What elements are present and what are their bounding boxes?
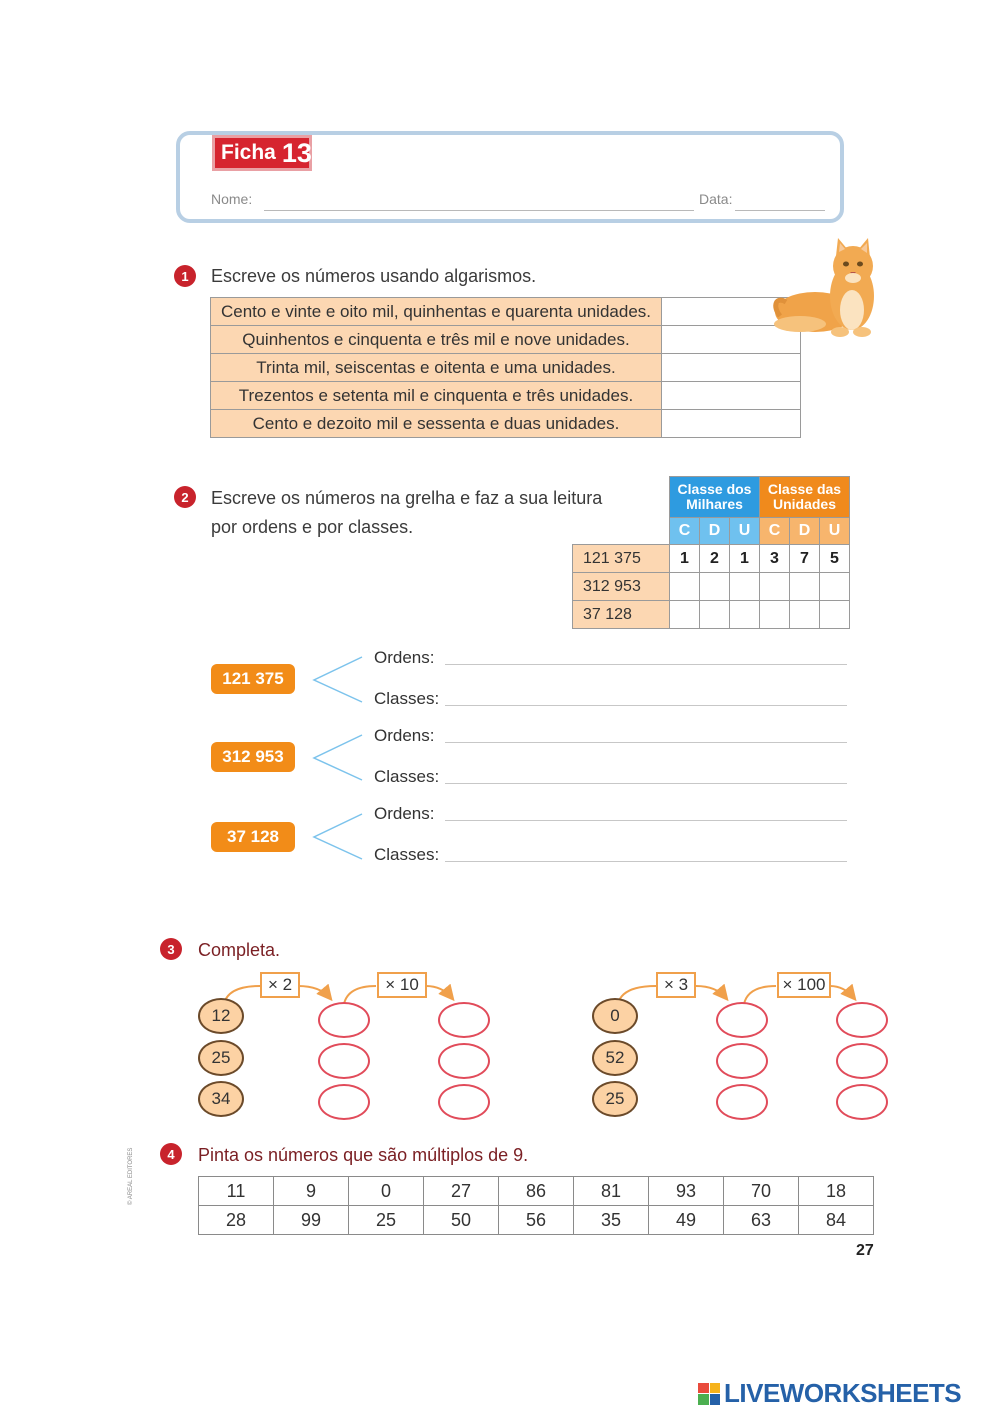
class-thousands-header: Classe dos Milhares xyxy=(670,477,760,518)
number-cell[interactable]: 84 xyxy=(799,1206,874,1235)
copyright-note: © AREAL EDITORES xyxy=(128,1147,134,1205)
multiply-operator: × 100 xyxy=(777,972,831,998)
name-field[interactable] xyxy=(264,210,694,211)
grid-cell[interactable] xyxy=(820,573,850,601)
reading-number-pill: 37 128 xyxy=(211,822,295,852)
answer-cell[interactable] xyxy=(662,354,801,382)
number-cell[interactable]: 27 xyxy=(424,1177,499,1206)
grid-number: 121 375 xyxy=(573,545,670,573)
input-value-oval: 25 xyxy=(592,1081,638,1117)
orders-label: Ordens: xyxy=(374,804,435,823)
number-cell[interactable]: 50 xyxy=(424,1206,499,1235)
number-cell[interactable]: 25 xyxy=(349,1206,424,1235)
question-cell: Trinta mil, seiscentas e oitenta e uma unidades. xyxy=(211,354,662,382)
exercise-3-title: Completa. xyxy=(198,940,281,960)
grid-cell[interactable] xyxy=(760,601,790,629)
number-cell[interactable]: 86 xyxy=(499,1177,574,1206)
grid-cell[interactable] xyxy=(700,601,730,629)
grid-cell[interactable] xyxy=(730,601,760,629)
table-row xyxy=(211,326,801,354)
classes-answer-line[interactable] xyxy=(445,861,847,862)
exercise-2-title-line1: Escreve os números na grelha e faz a sua leitura xyxy=(211,488,603,508)
answer-oval[interactable] xyxy=(836,1043,888,1079)
multiply-operator: × 10 xyxy=(377,972,427,998)
number-cell[interactable]: 63 xyxy=(724,1206,799,1235)
place-value-grid xyxy=(572,476,850,629)
exercise-2-number: 2 xyxy=(174,486,196,508)
table-row xyxy=(211,382,801,410)
badge-word: Ficha xyxy=(221,141,276,164)
grid-cell[interactable]: 5 xyxy=(820,545,850,573)
brand-name: LIVEWORKSHEETS xyxy=(724,1378,962,1408)
number-cell[interactable]: 70 xyxy=(724,1177,799,1206)
grid-number: 312 953 xyxy=(573,573,670,601)
table-row xyxy=(211,298,801,326)
grid-cell[interactable]: 7 xyxy=(790,545,820,573)
classes-label: Classes: xyxy=(374,689,440,708)
name-label: Nome: xyxy=(211,191,253,207)
answer-oval[interactable] xyxy=(438,1043,490,1079)
table-row xyxy=(211,354,801,382)
answer-cell[interactable] xyxy=(662,382,801,410)
reading-number-pill: 312 953 xyxy=(211,742,295,772)
input-value-oval: 25 xyxy=(198,1040,244,1076)
number-cell[interactable]: 0 xyxy=(349,1177,424,1206)
answer-oval[interactable] xyxy=(836,1002,888,1038)
grid-cell[interactable]: 1 xyxy=(670,545,700,573)
table-row xyxy=(573,545,850,573)
grid-cell[interactable] xyxy=(760,573,790,601)
grid-cell[interactable] xyxy=(820,601,850,629)
classes-answer-line[interactable] xyxy=(445,783,847,784)
column-header: D xyxy=(700,518,730,545)
orders-label: Ordens: xyxy=(374,726,435,745)
column-header: D xyxy=(790,518,820,545)
reading-number-pill: 121 375 xyxy=(211,664,295,694)
answer-oval[interactable] xyxy=(318,1002,370,1038)
classes-answer-line[interactable] xyxy=(445,705,847,706)
classes-label: Classes: xyxy=(374,767,440,786)
column-header: U xyxy=(730,518,760,545)
answer-oval[interactable] xyxy=(716,1002,768,1038)
number-cell[interactable]: 49 xyxy=(649,1206,724,1235)
worksheet-badge xyxy=(212,135,312,171)
question-cell: Quinhentos e cinquenta e três mil e nove unidades. xyxy=(211,326,662,354)
badge-number: 13 xyxy=(281,137,312,168)
table-row xyxy=(573,573,850,601)
brand-icon xyxy=(698,1383,720,1405)
class-units-header: Classe das Unidades xyxy=(760,477,850,518)
number-cell[interactable]: 35 xyxy=(574,1206,649,1235)
grid-cell[interactable] xyxy=(670,601,700,629)
orders-answer-line[interactable] xyxy=(445,742,847,743)
number-cell[interactable]: 81 xyxy=(574,1177,649,1206)
brace-icon xyxy=(310,654,366,704)
grid-number: 37 128 xyxy=(573,601,670,629)
input-value-oval: 34 xyxy=(198,1081,244,1117)
number-cell[interactable]: 28 xyxy=(199,1206,274,1235)
answer-oval[interactable] xyxy=(318,1043,370,1079)
exercise-1-table xyxy=(210,297,801,438)
exercise-3-number: 3 xyxy=(160,938,182,960)
multiples-table xyxy=(198,1176,874,1235)
table-row xyxy=(199,1177,874,1206)
grid-cell[interactable]: 3 xyxy=(760,545,790,573)
question-cell: Cento e vinte e oito mil, quinhentas e quarenta unidades. xyxy=(211,298,662,326)
brace-icon xyxy=(310,732,366,782)
exercise-4-number: 4 xyxy=(160,1143,182,1165)
orders-answer-line[interactable] xyxy=(445,820,847,821)
number-cell[interactable]: 18 xyxy=(799,1177,874,1206)
table-row xyxy=(573,601,850,629)
grid-corner xyxy=(573,477,670,518)
grid-cell[interactable] xyxy=(790,601,820,629)
number-cell[interactable]: 99 xyxy=(274,1206,349,1235)
brand-logo xyxy=(698,1378,961,1409)
cat-illustration xyxy=(770,236,880,342)
orders-label: Ordens: xyxy=(374,648,435,667)
orders-answer-line[interactable] xyxy=(445,664,847,665)
number-cell[interactable]: 93 xyxy=(649,1177,724,1206)
grid-cell[interactable]: 1 xyxy=(730,545,760,573)
answer-oval[interactable] xyxy=(318,1084,370,1120)
number-cell[interactable]: 11 xyxy=(199,1177,274,1206)
question-cell: Cento e dezoito mil e sessenta e duas unidades. xyxy=(211,410,662,438)
input-value-oval: 52 xyxy=(592,1040,638,1076)
question-cell: Trezentos e setenta mil e cinquenta e três unidades. xyxy=(211,382,662,410)
table-row xyxy=(199,1206,874,1235)
multiply-operator: × 2 xyxy=(260,972,300,998)
table-row xyxy=(211,410,801,438)
column-header: C xyxy=(760,518,790,545)
input-value-oval: 12 xyxy=(198,998,244,1034)
answer-oval[interactable] xyxy=(716,1084,768,1120)
brace-icon xyxy=(310,811,366,861)
number-cell[interactable]: 9 xyxy=(274,1177,349,1206)
page-number: 27 xyxy=(856,1242,874,1259)
multiply-operator: × 3 xyxy=(656,972,696,998)
grid-cell[interactable] xyxy=(670,573,700,601)
exercise-1-number: 1 xyxy=(174,265,196,287)
date-field[interactable] xyxy=(735,210,825,211)
grid-cell[interactable] xyxy=(790,573,820,601)
answer-oval[interactable] xyxy=(438,1002,490,1038)
answer-oval[interactable] xyxy=(716,1043,768,1079)
exercise-1-title: Escreve os números usando algarismos. xyxy=(211,266,537,286)
input-value-oval: 0 xyxy=(592,998,638,1034)
column-header: C xyxy=(670,518,700,545)
exercise-2-title-line2: por ordens e por classes. xyxy=(211,517,414,537)
classes-label: Classes: xyxy=(374,845,440,864)
grid-cell[interactable] xyxy=(730,573,760,601)
answer-cell[interactable] xyxy=(662,410,801,438)
column-header: U xyxy=(820,518,850,545)
exercise-4-title: Pinta os números que são múltiplos de 9. xyxy=(198,1145,529,1165)
grid-corner xyxy=(573,518,670,545)
number-cell[interactable]: 56 xyxy=(499,1206,574,1235)
date-label: Data: xyxy=(699,191,733,207)
answer-oval[interactable] xyxy=(438,1084,490,1120)
answer-oval[interactable] xyxy=(836,1084,888,1120)
grid-cell[interactable] xyxy=(700,573,730,601)
grid-cell[interactable]: 2 xyxy=(700,545,730,573)
